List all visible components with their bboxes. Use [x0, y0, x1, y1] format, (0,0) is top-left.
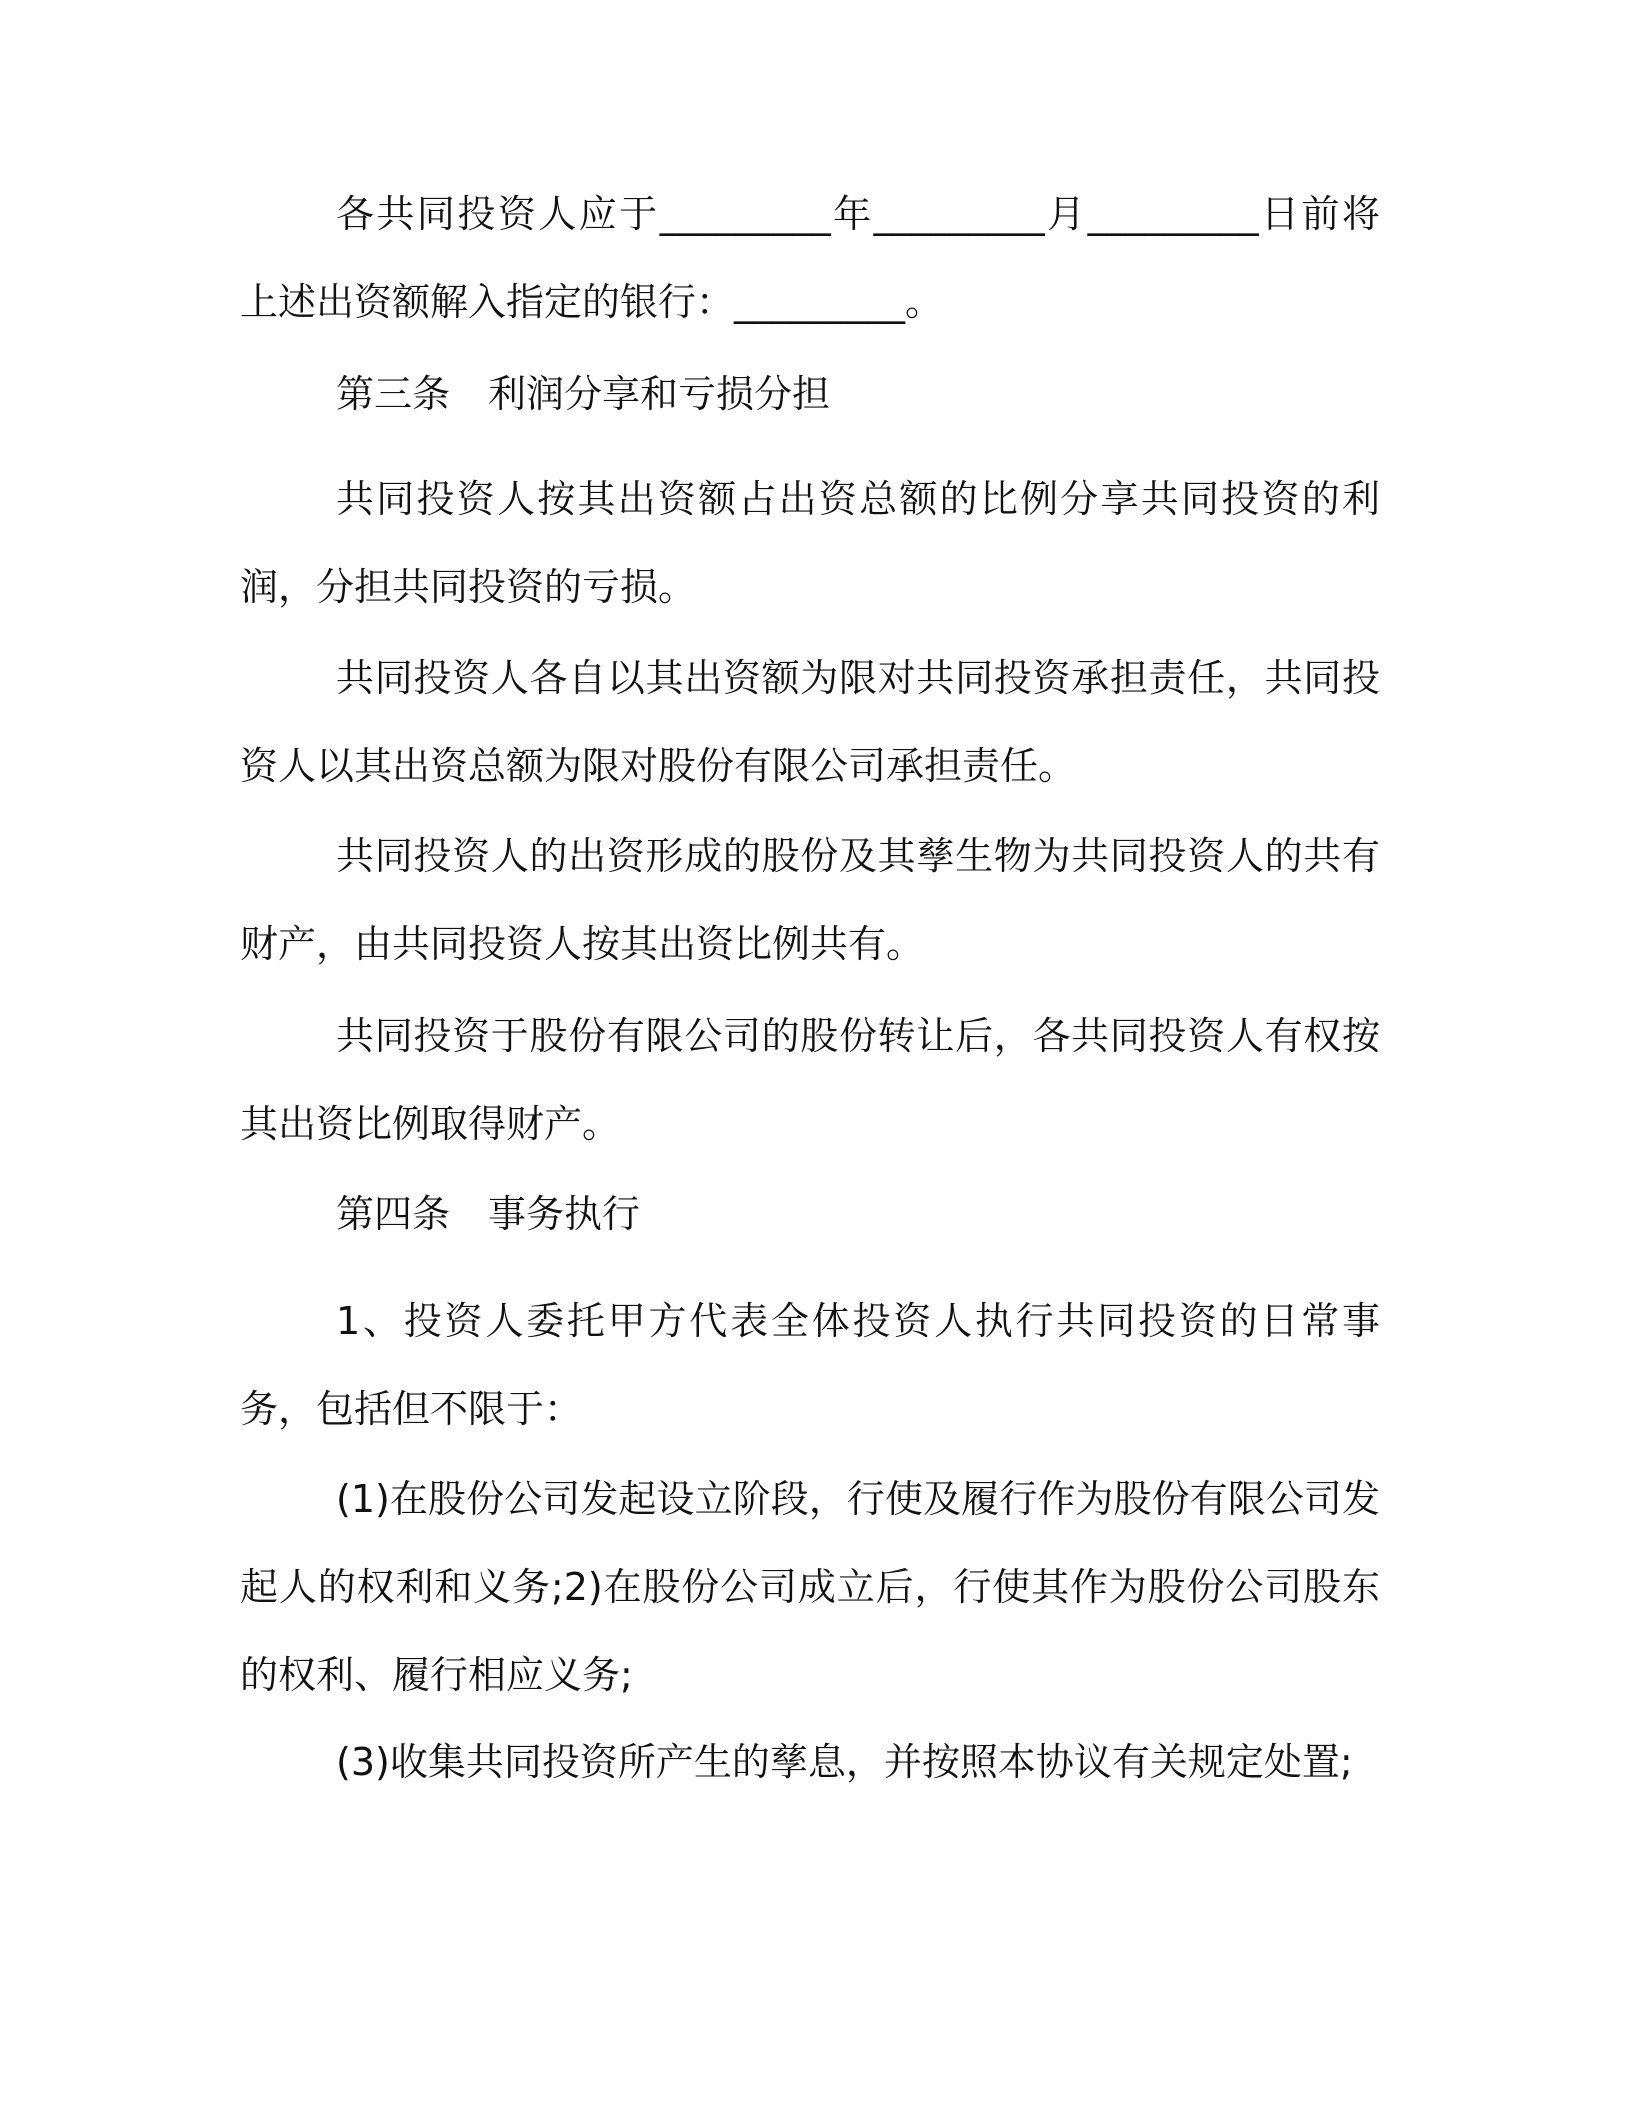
paragraph-joint-property: 共同投资人的出资形成的股份及其孳生物为共同投资人的共有财产，由共同投资人按其出资比例共有。 [240, 834, 1380, 966]
heading-article-4: 第四条 事务执行 [336, 1192, 641, 1236]
paragraph-contribution-deadline: 各共同投资人应于_________年_________月_________日前将上述出资额解入指定的银行：_________。 [240, 192, 1380, 324]
paragraph-delegation: 1、投资人委托甲方代表全体投资人执行共同投资的日常事务，包括但不限于： [240, 1299, 1380, 1431]
paragraph-share-transfer: 共同投资于股份有限公司的股份转让后，各共同投资人有权按其出资比例取得财产。 [240, 1014, 1380, 1146]
paragraph-profit-sharing: 共同投资人按其出资额占出资总额的比例分享共同投资的利润，分担共同投资的亏损。 [240, 477, 1380, 609]
paragraph-item-3: (3)收集共同投资所产生的孳息，并按照本协议有关规定处置; [336, 1740, 1353, 1784]
paragraph-item-1-2: (1)在股份公司发起设立阶段，行使及履行作为股份有限公司发起人的权利和义务;2)在股份公司成立后，行使其作为股份公司股东的权利、履行相应义务; [240, 1477, 1380, 1697]
heading-article-3: 第三条 利润分享和亏损分担 [336, 372, 831, 416]
paragraph-liability: 共同投资人各自以其出资额为限对共同投资承担责任，共同投资人以其出资总额为限对股份有限公司承担责任。 [240, 656, 1380, 788]
